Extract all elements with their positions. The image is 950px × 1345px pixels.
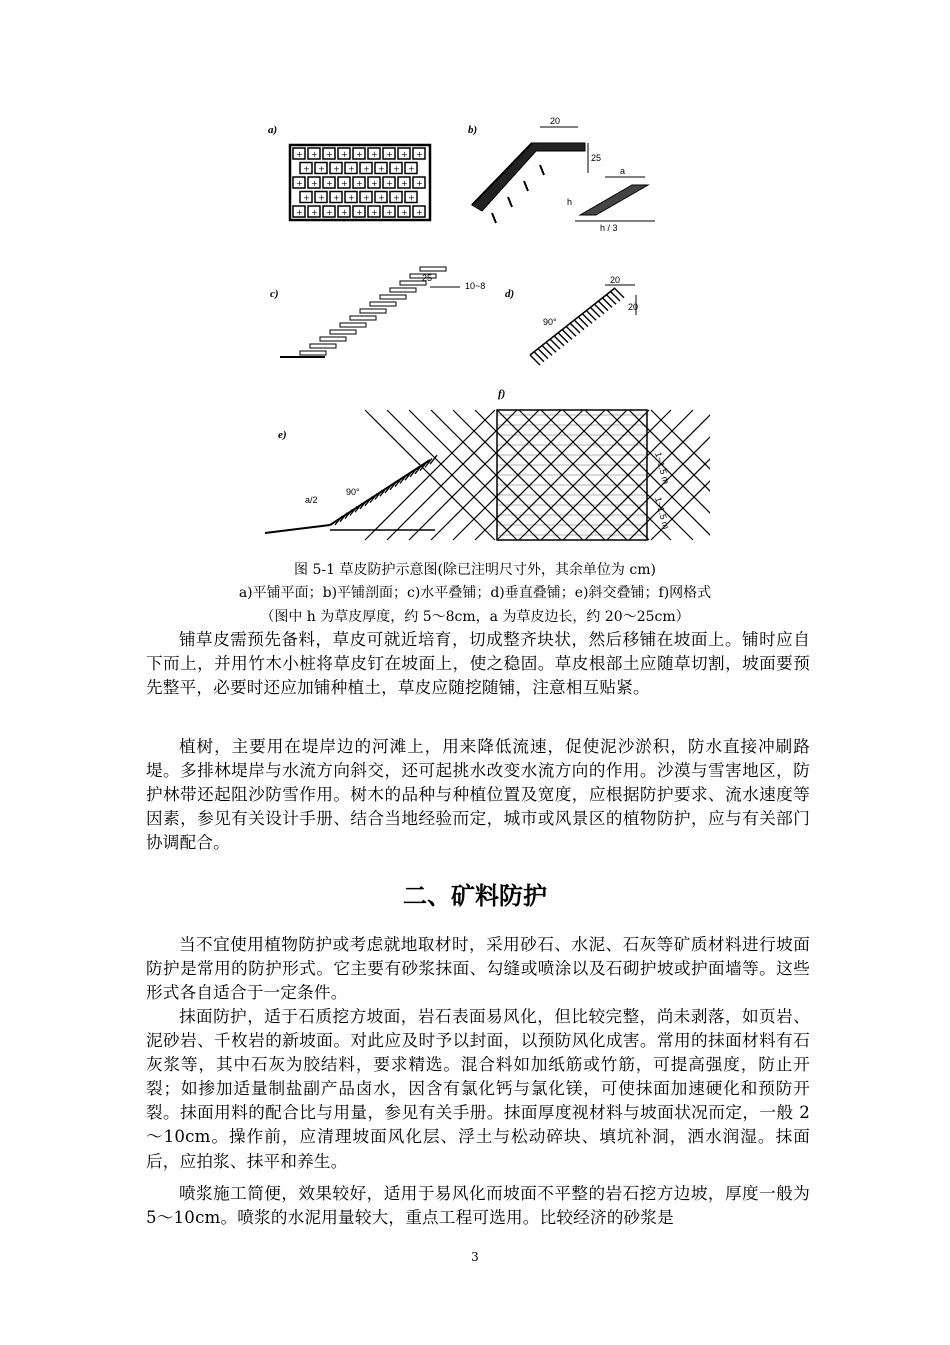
svg-text:+: + (326, 179, 333, 188)
svg-text:+: + (326, 150, 333, 159)
figure-caption-title: 图 5-1 草皮防护示意图(除已注明尺寸外，其余单位为 cm) (294, 562, 656, 578)
svg-text:+: + (311, 208, 318, 217)
svg-text:+: + (333, 164, 340, 174)
svg-text:+: + (341, 208, 348, 217)
svg-text:+: + (408, 164, 415, 174)
dim-b-a: a (620, 166, 626, 176)
figure-caption-note: （图中 h 为草皮厚度，约 5～8cm，a 为草皮边长，约 20～25cm） (260, 609, 690, 625)
paragraph-tree-planting: 植树，主要用在堤岸边的河滩上，用来降低流速，促使泥沙淤积，防水直接冲刷路堤。多排林堤岸与水流方向斜交，还可起挑水改变水流方向的作用。沙漠与雪害地区，防护林带还起阻沙防雪作用。树木的品种与种植位置及宽度，应根据防护要求、流水速度等因素，参见有关设计手册、结合当地经验而定，城市或风景区的植物防护，应与有关部门协调配合。 (146, 737, 810, 853)
svg-text:+: + (296, 179, 303, 188)
section-heading: 二、矿料防护 (403, 882, 547, 910)
figure-grass-protection (260, 105, 710, 555)
paragraph-mineral-protection: 当不宜使用植物防护或考虑就地取材时，采用砂石、水泥、石灰等矿质材料进行坡面防护是常用的防护形式。它主要有砂浆抹面、勾缝或喷涂以及石砌护坡或护面墙等。这些形式各自适合于一定条件。 (146, 935, 810, 1003)
svg-text:+: + (393, 164, 400, 174)
panel-label-b: b) (468, 124, 478, 136)
svg-text:+: + (371, 179, 378, 188)
svg-text:+: + (408, 193, 415, 203)
svg-text:+: + (363, 193, 370, 203)
svg-text:+: + (303, 164, 310, 174)
svg-text:+: + (416, 179, 423, 188)
panel-b-section (472, 127, 655, 223)
svg-text:+: + (356, 150, 363, 159)
paragraph-turf-laying: 铺草皮需预先备料，草皮可就近培育，切成整齐块状，然后移铺在坡面上。铺时应自下而上，并用竹木小桩将草皮钉在坡面上，使之稳固。草皮根部土应随草切割，坡面要预先整平，必要时还应加铺种植土，草皮应随挖随铺，注意相互贴紧。 (146, 630, 810, 698)
svg-text:+: + (356, 208, 363, 217)
svg-text:+: + (363, 164, 370, 174)
page-number: 3 (471, 1250, 479, 1264)
panel-label-c: c) (270, 288, 279, 300)
dim-b-h: h (567, 197, 573, 207)
dim-e-angle: 90° (346, 487, 360, 497)
svg-text:+: + (416, 208, 423, 217)
svg-text:+: + (341, 150, 348, 159)
svg-text:+: + (296, 208, 303, 217)
dim-b-side: 25 (591, 153, 602, 163)
svg-text:+: + (371, 150, 378, 159)
svg-text:+: + (318, 193, 325, 203)
svg-text:+: + (416, 150, 423, 159)
svg-text:+: + (356, 179, 363, 188)
svg-text:+: + (348, 164, 355, 174)
svg-text:+: + (311, 179, 318, 188)
paragraph-plastering: 抹面防护，适于石质挖方坡面，岩石表面易风化，但比较完整，尚未剥落，如页岩、泥砂岩、千枚岩的新坡面。对此应及时予以封面，以预防风化成害。常用的抹面材料有石灰浆等，其中石灰为胶结料，要求精选。混合料如加纸筋或竹筋，可提高强度，防止开裂；如掺加适量制盐副产品卤水，因含有氯化钙与氯化镁，可使抹面加速硬化和预防开裂。抹面用料的配合比与用量，参见有关手册。抹面厚度视材料与坡面状况而定，一般 2～10cm。操作前，应清理坡面风化层、浮土与松动碎块、填坑补洞，洒水润湿。抹面后，应拍浆、抹平和养生。 (146, 1007, 810, 1171)
svg-text:+: + (386, 208, 393, 217)
svg-text:+: + (303, 193, 310, 203)
svg-text:+: + (311, 150, 318, 159)
svg-text:+: + (401, 179, 408, 188)
svg-text:+: + (326, 208, 333, 217)
paragraph-spraying: 喷浆施工简便，效果较好，适用于易风化而坡面不平整的岩石挖方边坡，厚度一般为 5～10cm。喷浆的水泥用量较大，重点工程可选用。比较经济的砂浆是 (146, 1184, 810, 1228)
svg-text:+: + (348, 193, 355, 203)
svg-text:+: + (386, 150, 393, 159)
svg-text:+: + (371, 208, 378, 217)
svg-text:+: + (333, 193, 340, 203)
svg-text:+: + (401, 208, 408, 217)
panel-f-grid (365, 410, 710, 540)
panel-label-d: d) (505, 288, 515, 300)
dim-b-top: 20 (550, 116, 561, 126)
svg-text:+: + (296, 150, 303, 159)
svg-text:+: + (341, 179, 348, 188)
dim-f-bottom: 1~1.5 m (653, 495, 672, 531)
dim-b-h3: h / 3 (600, 223, 618, 233)
figure-diagram (260, 105, 710, 555)
dim-d-angle: 90° (543, 317, 557, 327)
dim-c-top: 25 (422, 273, 433, 283)
panel-label-a: a) (268, 124, 278, 136)
svg-text:+: + (378, 164, 385, 174)
dim-d-top: 20 (610, 275, 621, 285)
panel-label-f: f) (498, 388, 506, 400)
svg-text:+: + (386, 179, 393, 188)
dim-c-side: 10~8 (465, 281, 486, 291)
panel-c-section (280, 267, 460, 357)
svg-text:+: + (393, 193, 400, 203)
panel-label-e: e) (278, 429, 287, 441)
dim-d-side: 20 (628, 302, 639, 312)
panel-a-grid (290, 145, 430, 220)
figure-caption-legend: a)平铺平面；b)平铺剖面；c)水平叠铺；d)垂直叠铺；e)斜交叠铺；f)网格式 (238, 585, 712, 601)
svg-text:+: + (378, 193, 385, 203)
dim-f-top: 1~1.5 m (653, 450, 672, 486)
dim-e-a2: a/2 (305, 495, 318, 505)
svg-text:+: + (401, 150, 408, 159)
svg-text:+: + (318, 164, 325, 174)
